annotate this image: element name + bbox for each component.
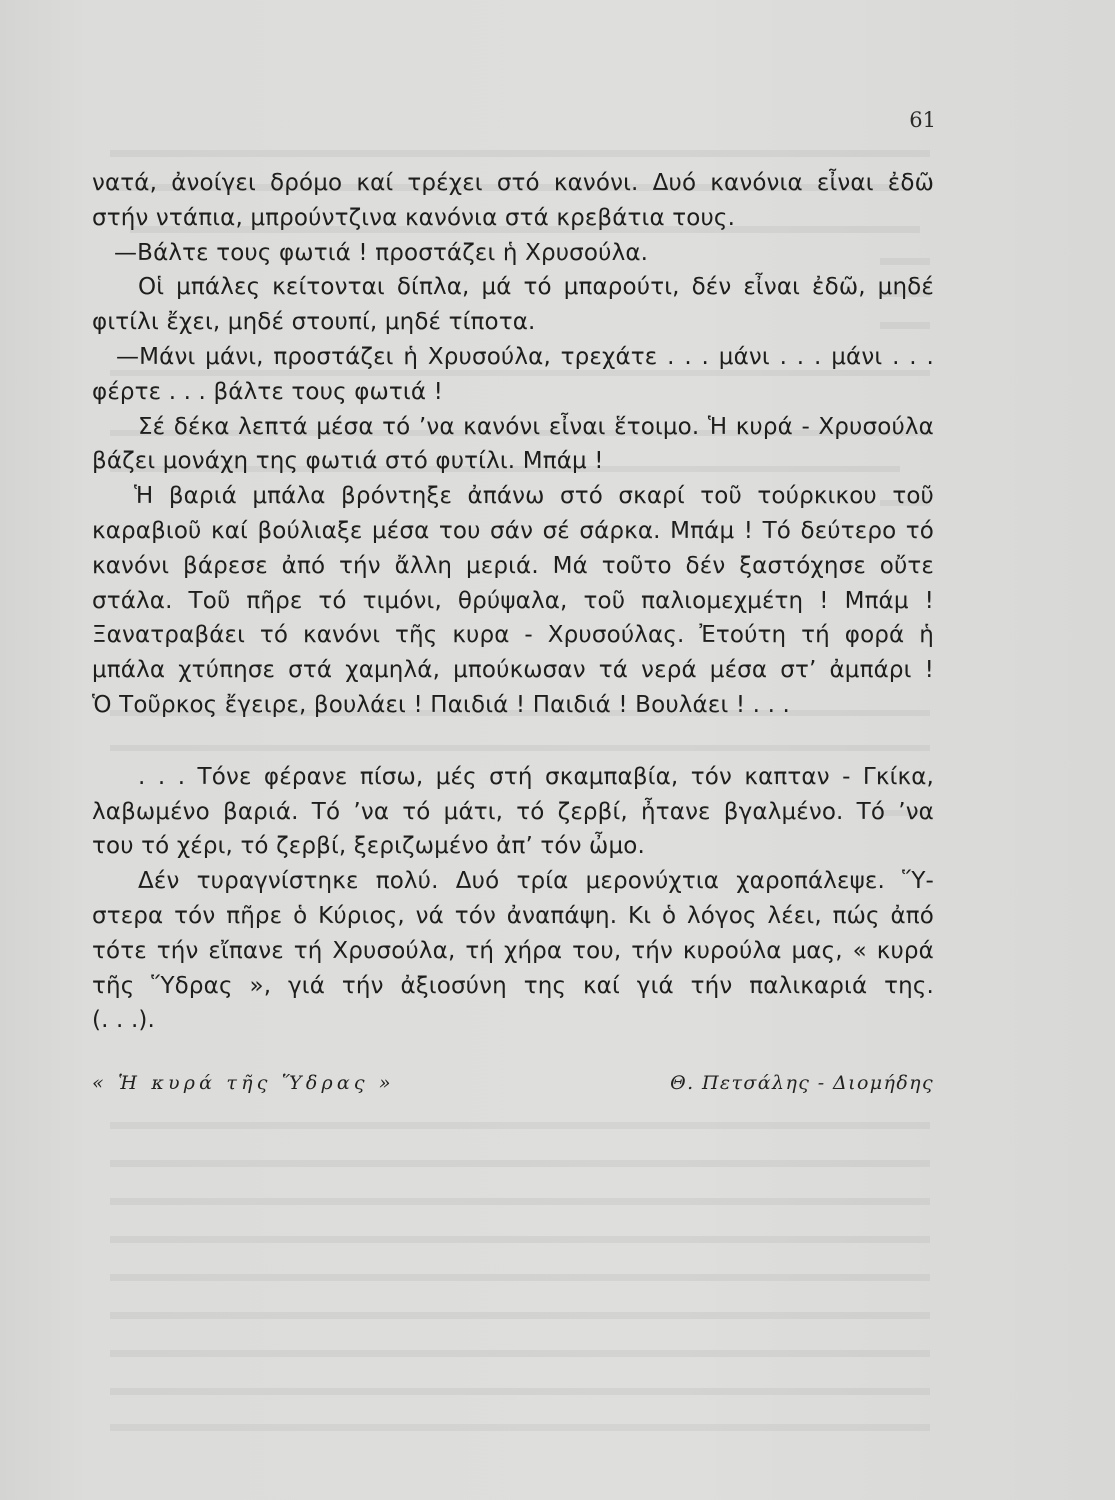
text-line: καραβιοῦ καί βούλιαξε μέσα του σάν σέ σάρκα. Μπάμ ! Τό δεύτερο τό <box>92 517 934 544</box>
text-line: νατά, ἀνοίγει δρόμο καί τρέχει στό κανόνι. Δυό κανόνια εἶναι ἐδῶ <box>92 170 934 196</box>
page-number: 61 <box>909 108 936 132</box>
text-line: τῆς Ὕδρας », γιά τήν ἀξιοσύνη της καί γιά τήν παλικαριά της. <box>92 972 934 999</box>
text-line: Ξανατραβάει τό κανόνι τῆς κυρα - Χρυσούλας. Ἐτούτη τή φορά ἡ <box>92 622 934 649</box>
text-line: (. . .). <box>92 1007 156 1034</box>
text-line: φιτίλι ἔχει, μηδέ στουπί, μηδέ τίποτα. <box>92 309 536 336</box>
text-line: Δέν τυραγνίστηκε πολύ. Δυό τρία μερονύχτια χαροπάλεψε. Ὕ- <box>138 868 934 895</box>
author-name: Θ. Πετσάλης - Διομήδης <box>670 1072 934 1094</box>
text-line: Ὁ Τοῦρκος ἔγειρε, βουλάει ! Παιδιά ! Παιδιά ! Βουλάει ! . . . <box>92 691 790 718</box>
text-line: Ἡ βαριά μπάλα βρόντηξε ἀπάνω στό σκαρί τοῦ τούρκικου τοῦ <box>134 483 934 510</box>
citation <box>92 1072 934 1106</box>
text-line: Σέ δέκα λεπτά μέσα τό ’να κανόνι εἶναι ἕτοιμο. Ἡ κυρά - Χρυσούλα <box>138 413 934 440</box>
text-line: λαβωμένο βαριά. Τό ’να τό μάτι, τό ζερβί, ἦτανε βγαλμένο. Τό ’να <box>92 798 934 825</box>
text-line: —Μάνι μάνι, προστάζει ἡ Χρυσούλα, τρεχάτε . . . μάνι . . . μάνι . . . <box>116 343 934 370</box>
text-line: μπάλα χτύπησε στά χαμηλά, μπούκωσαν τά νερά μέσα στ’ ἀμπάρι ! <box>92 657 934 684</box>
text-line: στήν ντάπια, μπρούντζινα κανόνια στά κρεβάτια τους. <box>92 204 736 231</box>
text-line: Οἱ μπάλες κείτονται δίπλα, μά τό μπαρούτι, δέν εἶναι ἐδῶ, μηδέ <box>138 274 934 301</box>
text-line: στάλα. Τοῦ πῆρε τό τιμόνι, θρύψαλα, τοῦ παλιομεχμέτη ! Μπάμ ! <box>92 587 934 614</box>
text-line: βάζει μονάχη της φωτιά στό φυτίλι. Μπάμ ! <box>92 448 604 475</box>
text-line: τότε τήν εἴπανε τή Χρυσούλα, τή χήρα του, τήν κυρούλα μας, « κυρά <box>92 937 934 964</box>
body-text <box>92 166 934 1038</box>
section-gap <box>92 723 934 760</box>
text-line: —Βάλτε τους φωτιά ! προστάζει ἡ Χρυσούλα. <box>114 239 649 266</box>
text-line: κανόνι βάρεσε ἀπό τήν ἄλλη μεριά. Μά τοῦτο δέν ξαστόχησε οὔτε <box>92 552 934 579</box>
text-line: στερα τόν πῆρε ὁ Κύριος, νά τόν ἀναπάψη. Κι ὁ λόγος λέει, πώς ἀπό <box>92 902 934 929</box>
text-line: του τό χέρι, τό ζερβί, ξεριζωμένο ἀπ’ τόν ὦμο. <box>92 833 645 860</box>
text-line: φέρτε . . . βάλτε τους φωτιά ! <box>92 378 443 405</box>
text-line: . . . Τόνε φέρανε πίσω, μές στή σκαμπαβία, τόν καπταν - Γκίκα, <box>138 763 934 790</box>
source-title: « Ἡ κυρά τῆς Ὕδρας » <box>92 1072 395 1094</box>
